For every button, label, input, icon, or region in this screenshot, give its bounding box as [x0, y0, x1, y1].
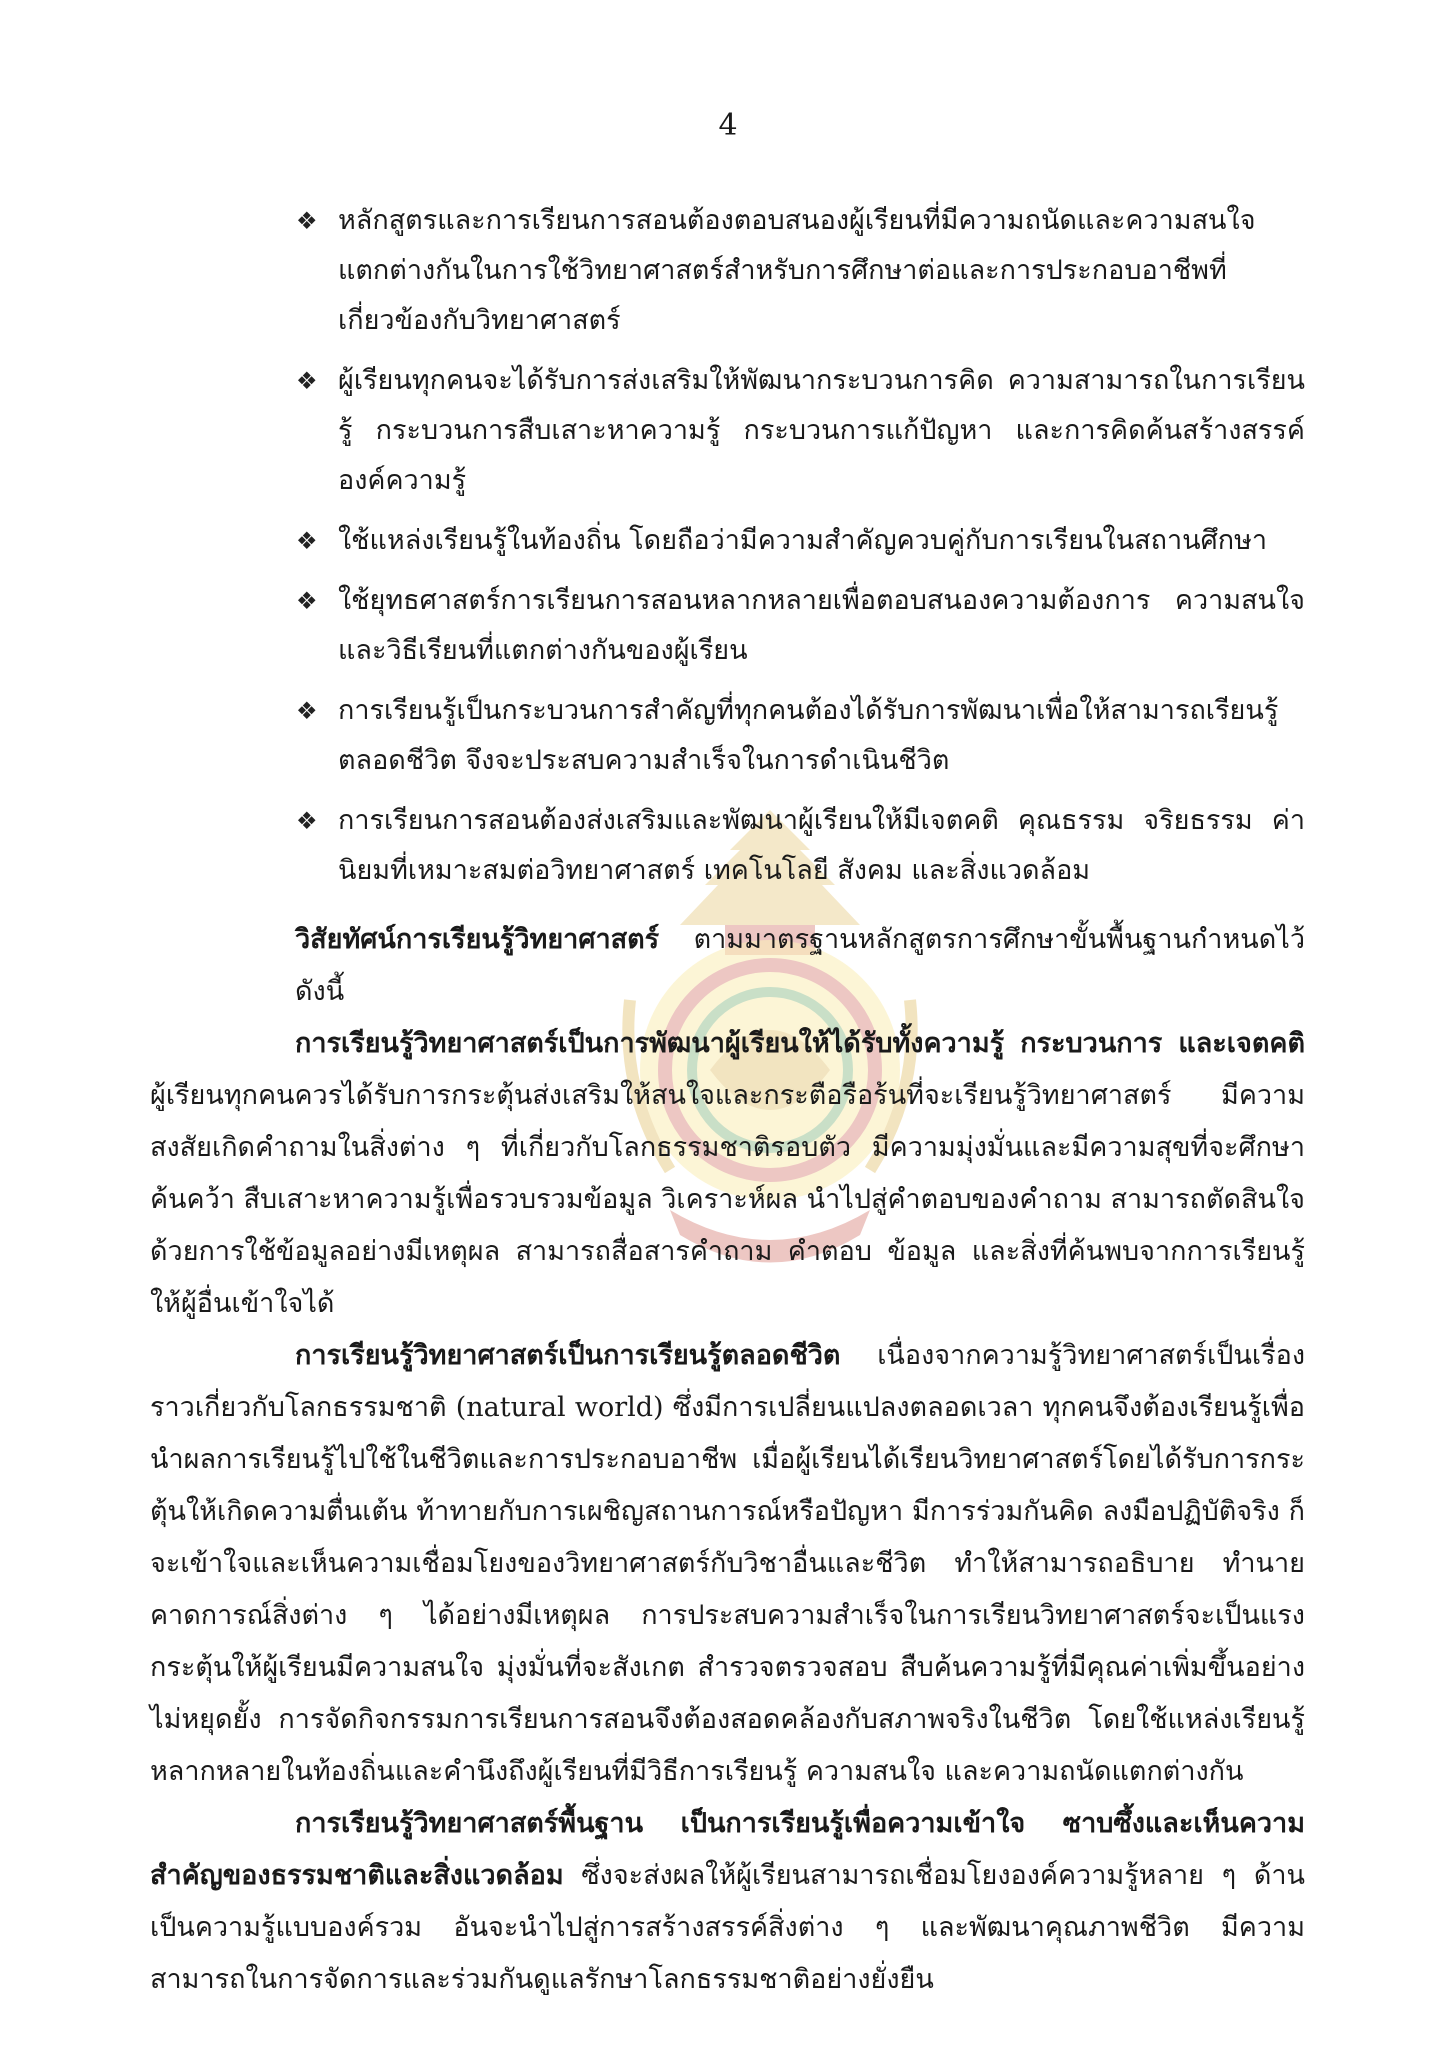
list-item: [150, 516, 1305, 566]
diamond-bullet-icon: ❖: [296, 807, 318, 835]
vision-intro-paragraph: [150, 914, 1305, 1018]
page-number: 4: [718, 108, 738, 143]
list-item: [150, 686, 1305, 786]
bullet-text: การเรียนรู้เป็นกระบวนการสำคัญที่ทุกคนต้องได้รับการพัฒนาเพื่อให้สามารถเรียนรู้ตลอดชีวิต จึงจะประสบความสำเร็จในการดำเนินชีวิต: [338, 695, 1279, 776]
bullet-text: หลักสูตรและการเรียนการสอนต้องตอบสนองผู้เรียนที่มีความถนัดและความสนใจแตกต่างกันในการใช้วิทยาศาสตร์สำหรับการศึกษาต่อและการประกอบอาชีพที่เกี่ยวข้องกับวิทยาศาสตร์: [338, 205, 1256, 336]
list-item: [150, 576, 1305, 676]
paragraph-lifelong-learning: [150, 1330, 1305, 1798]
paragraph-text: เนื่องจากความรู้วิทยาศาสตร์เป็นเรื่องราวเกี่ยวกับโลกธรรมชาติ (natural world) ซึ่งมีการเปลี่ยนแปลงตลอดเวลา ทุกคนจึงต้องเรียนรู้เพื่อนำผลการเรียนรู้ไปใช้ในชีวิตและการประกอบอาชีพ เมื่อผู้เรียนได้เรียนวิทยาศาสตร์โดยได้รับการกระตุ้นให้เกิดความตื่นเต้น ท้าทายกับการเผชิญสถานการณ์หรือปัญหา มีการร่วมกันคิด ลงมือปฏิบัติจริง ก็จะเข้าใจและเห็นความเชื่อมโยงของวิทยาศาสตร์กับวิชาอื่นและชีวิต ทำให้สามารถอธิบาย ทำนาย คาดการณ์สิ่งต่าง ๆ ได้อย่างมีเหตุผล การประสบความสำเร็จในการเรียนวิทยาศาสตร์จะเป็นแรงกระตุ้นให้ผู้เรียนมีความสนใจ มุ่งมั่นที่จะสังเกต สำรวจตรวจสอบ สืบค้นความรู้ที่มีคุณค่าเพิ่มขึ้นอย่างไม่หยุดยั้ง การจัดกิจกรรมการเรียนการสอนจึงต้องสอดคล้องกับสภาพจริงในชีวิต โดยใช้แหล่งเรียนรู้หลากหลายในท้องถิ่นและคำนึงถึงผู้เรียนที่มีวิธีการเรียนรู้ ความสนใจ และความถนัดแตกต่างกัน: [150, 1340, 1305, 1787]
paragraph-knowledge-process-attitude: [150, 1018, 1305, 1330]
bullet-text: ผู้เรียนทุกคนจะได้รับการส่งเสริมให้พัฒนากระบวนการคิด ความสามารถในการเรียนรู้ กระบวนการสืบเสาะหาความรู้ กระบวนการแก้ปัญหา และการคิดค้นสร้างสรรค์องค์ความรู้: [338, 365, 1305, 496]
document-body: [150, 196, 1305, 2006]
paragraph-heading: การเรียนรู้วิทยาศาสตร์พื้นฐาน เป็นการเรียนรู้เพื่อความเข้าใจ ซาบซึ้งและเห็นความสำคัญของธรรมชาติและสิ่งแวดล้อม: [150, 1808, 1305, 1891]
bullet-text: การเรียนการสอนต้องส่งเสริมและพัฒนาผู้เรียนให้มีเจตคติ คุณธรรม จริยธรรม ค่านิยมที่เหมาะสมต่อวิทยาศาสตร์ เทคโนโลยี สังคม และสิ่งแวดล้อม: [338, 805, 1305, 886]
paragraph-text: ผู้เรียนทุกคนควรได้รับการกระตุ้นส่งเสริมให้สนใจและกระตือรือร้นที่จะเรียนรู้วิทยาศาสตร์ มีความสงสัยเกิดคำถามในสิ่งต่าง ๆ ที่เกี่ยวกับโลกธรรมชาติรอบตัว มีความมุ่งมั่นและมีความสุขที่จะศึกษาค้นคว้า สืบเสาะหาความรู้เพื่อรวบรวมข้อมูล วิเคราะห์ผล นำไปสู่คำตอบของคำถาม สามารถตัดสินใจด้วยการใช้ข้อมูลอย่างมีเหตุผล สามารถสื่อสารคำถาม คำตอบ ข้อมูล และสิ่งที่ค้นพบจากการเรียนรู้ให้ผู้อื่นเข้าใจได้: [150, 1080, 1305, 1319]
bullet-list: [150, 196, 1305, 896]
diamond-bullet-icon: ❖: [296, 527, 318, 555]
list-item: [150, 796, 1305, 896]
paragraph-text: ซึ่งจะส่งผลให้ผู้เรียนสามารถเชื่อมโยงองค์ความรู้หลาย ๆ ด้าน เป็นความรู้แบบองค์รวม อันจะนำไปสู่การสร้างสรรค์สิ่งต่าง ๆ และพัฒนาคุณภาพชีวิต มีความสามารถในการจัดการและร่วมกันดูแลรักษาโลกธรรมชาติอย่างยั่งยืน: [150, 1860, 1305, 1995]
list-item: [150, 356, 1305, 506]
vision-intro-text: ตามมาตรฐานหลักสูตรการศึกษาขั้นพื้นฐานกำหนดไว้ดังนี้: [295, 924, 1305, 1007]
diamond-bullet-icon: ❖: [296, 367, 318, 395]
paragraph-basic-science: [150, 1798, 1305, 2006]
vision-heading: วิสัยทัศน์การเรียนรู้วิทยาศาสตร์: [295, 924, 660, 955]
paragraph-heading: การเรียนรู้วิทยาศาสตร์เป็นการพัฒนาผู้เรียนให้ได้รับทั้งความรู้ กระบวนการ และเจตคติ: [295, 1028, 1305, 1059]
bullet-text: ใช้ยุทธศาสตร์การเรียนการสอนหลากหลายเพื่อตอบสนองความต้องการ ความสนใจและวิธีเรียนที่แตกต่างกันของผู้เรียน: [338, 585, 1305, 666]
diamond-bullet-icon: ❖: [296, 207, 318, 235]
diamond-bullet-icon: ❖: [296, 587, 318, 615]
list-item: [150, 196, 1305, 346]
diamond-bullet-icon: ❖: [296, 697, 318, 725]
bullet-text: ใช้แหล่งเรียนรู้ในท้องถิ่น โดยถือว่ามีความสำคัญควบคู่กับการเรียนในสถานศึกษา: [338, 525, 1268, 556]
paragraph-heading: การเรียนรู้วิทยาศาสตร์เป็นการเรียนรู้ตลอดชีวิต: [295, 1340, 841, 1371]
